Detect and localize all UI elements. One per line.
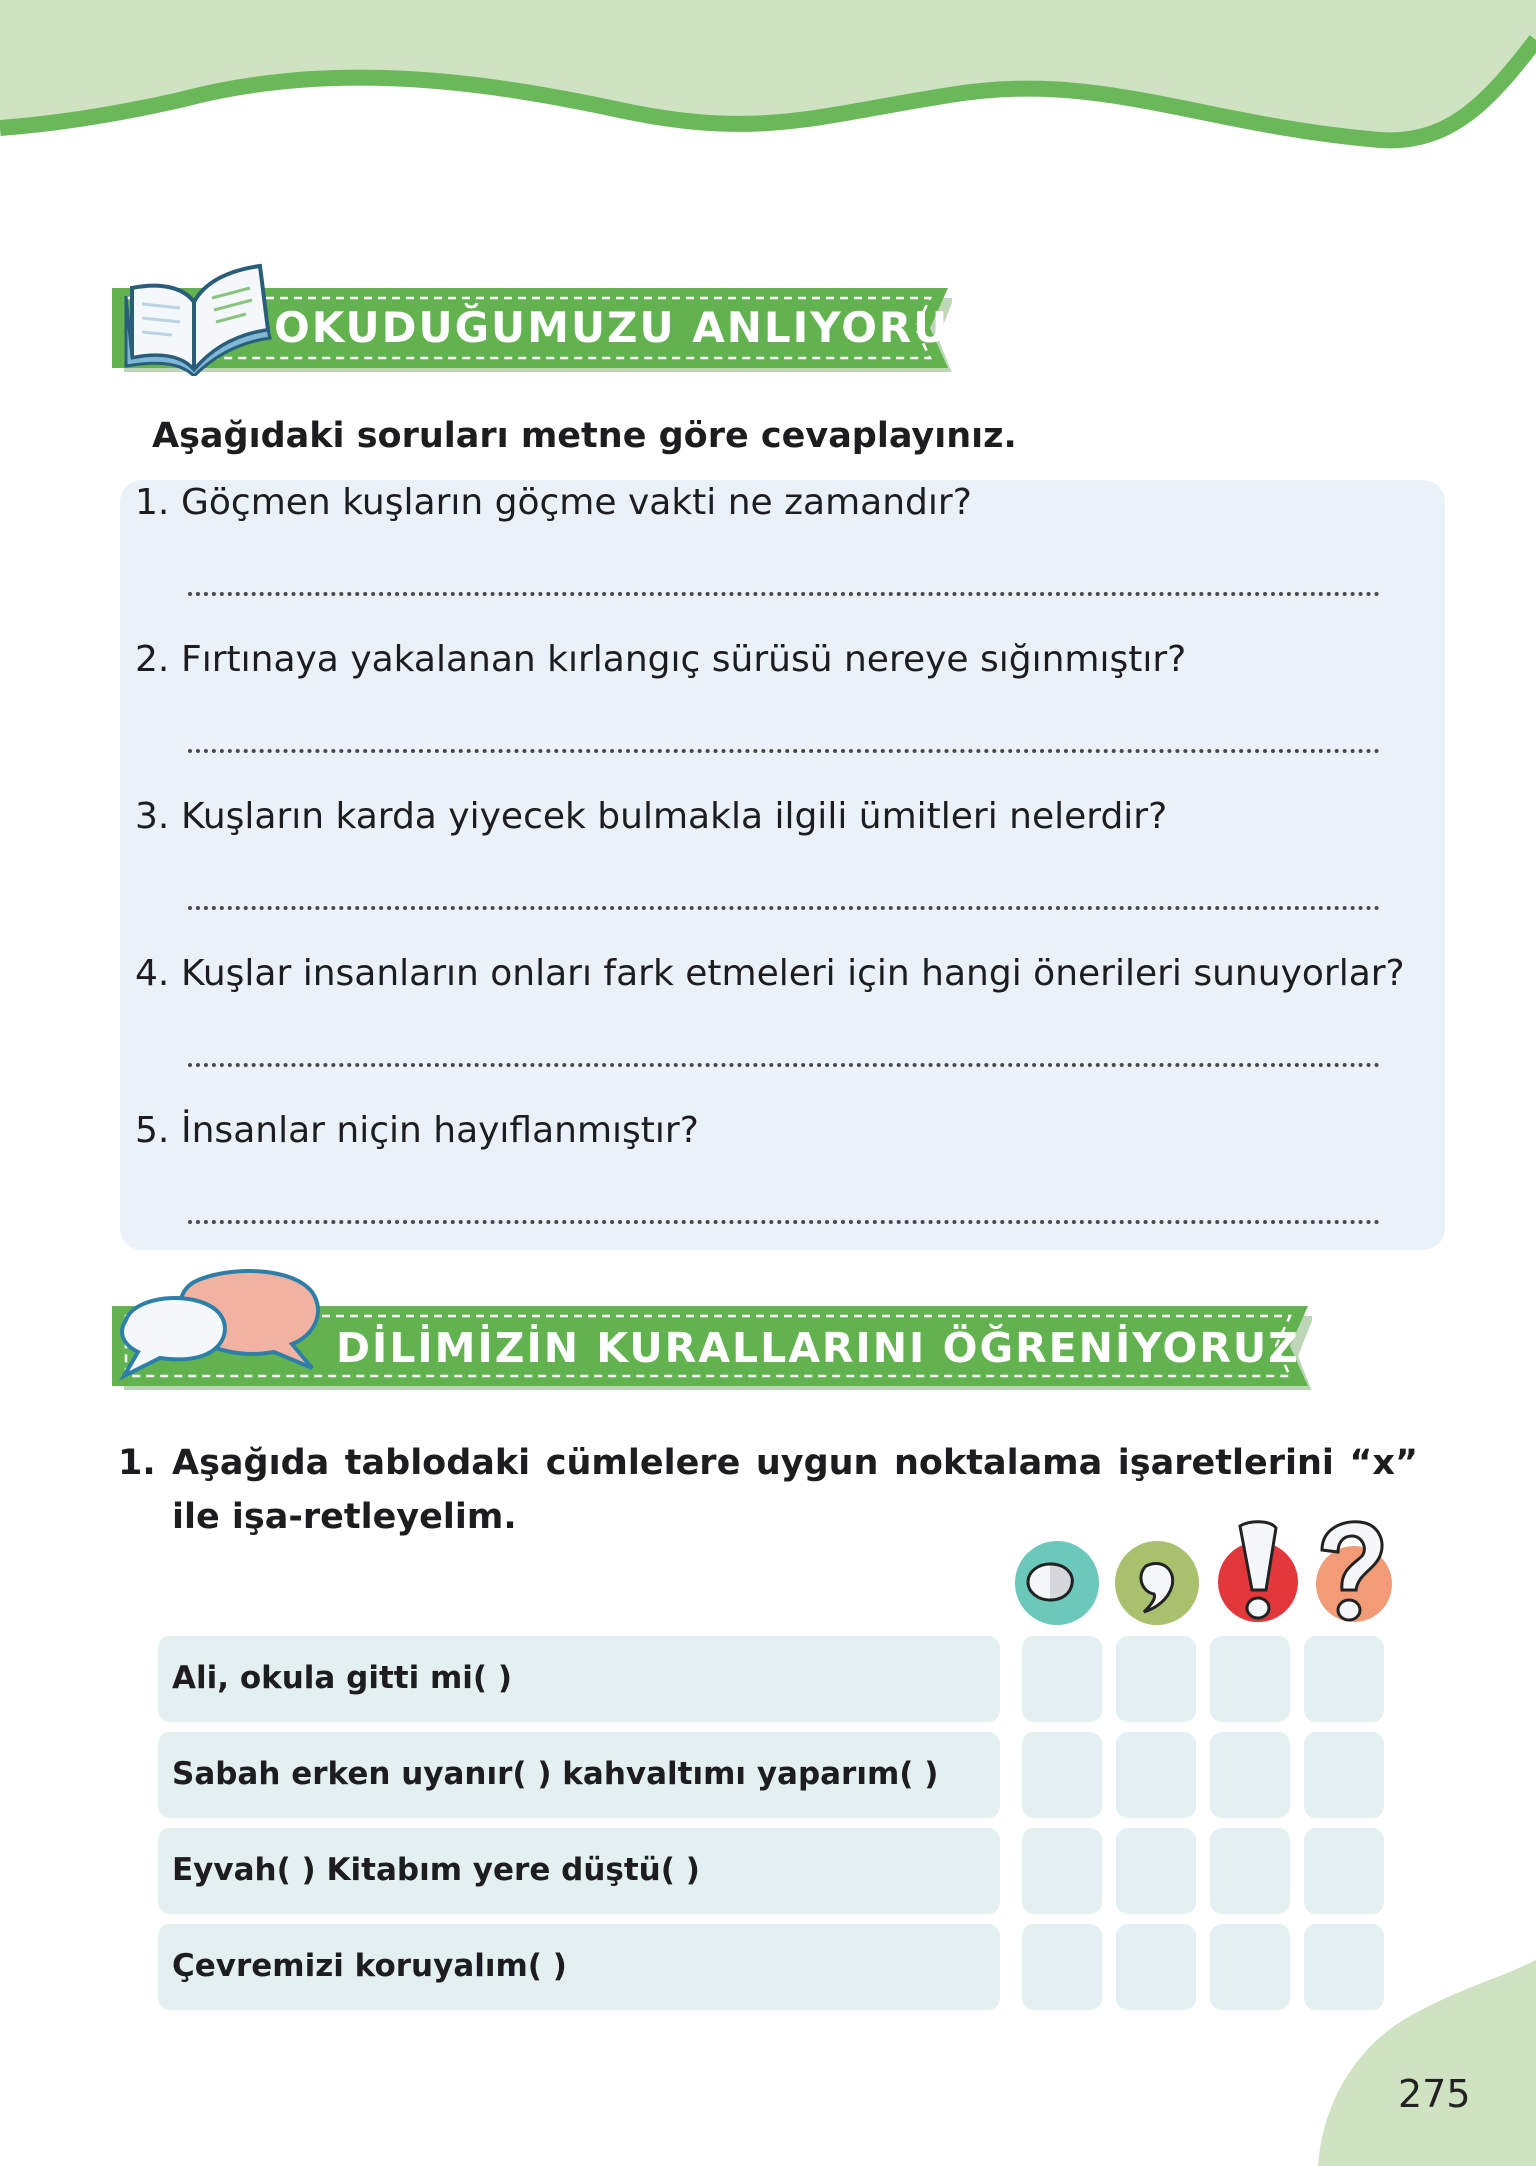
page-number: 275 xyxy=(1398,2072,1471,2116)
answer-cell-comma[interactable] xyxy=(1116,1636,1196,1722)
section1-title: OKUDUĞUMUZU ANLIYORUZ xyxy=(274,303,982,352)
instruction-text: Aşağıdaki soruları metne göre cevaplayınız. xyxy=(152,416,1017,456)
answer-line-1[interactable] xyxy=(188,592,1380,596)
answer-cell-comma[interactable] xyxy=(1116,1924,1196,2010)
question-text: Kuşların karda yiyecek bulmakla ilgili ümitleri nelerdir? xyxy=(181,796,1168,837)
task-text: Aşağıda tablodaki cümlelere uygun noktalama işaretlerini “x” ile işa-retleyelim. xyxy=(172,1443,1418,1537)
answer-cell-exclamation[interactable] xyxy=(1210,1732,1290,1818)
answer-cell-period[interactable] xyxy=(1022,1924,1102,2010)
answer-cell-period[interactable] xyxy=(1022,1828,1102,1914)
answer-cell-exclamation[interactable] xyxy=(1210,1924,1290,2010)
section2-banner xyxy=(112,1266,1312,1396)
question-5 xyxy=(135,1110,699,1151)
table-row xyxy=(158,1924,1000,2010)
question-text: Göçmen kuşların göçme vakti ne zamandır? xyxy=(181,482,972,523)
answer-cell-comma[interactable] xyxy=(1116,1732,1196,1818)
question-number: 3. xyxy=(135,796,170,837)
question-number: 5. xyxy=(135,1110,170,1151)
answer-cell-question[interactable] xyxy=(1304,1732,1384,1818)
comma-icon xyxy=(1112,1536,1202,1626)
table-row xyxy=(158,1636,1000,1722)
sentence-text: Sabah erken uyanır( ) kahvaltımı yaparım( ) xyxy=(172,1756,939,1792)
speech-bubbles-icon xyxy=(116,1266,326,1384)
sentence-text: Ali, okula gitti mi( ) xyxy=(172,1660,513,1696)
answer-line-5[interactable] xyxy=(188,1220,1380,1224)
question-number: 4. xyxy=(135,953,170,994)
question-text: İnsanlar niçin hayıflanmıştır? xyxy=(181,1110,699,1151)
question-number: 2. xyxy=(135,639,170,680)
question-2 xyxy=(135,639,1186,680)
answer-line-4[interactable] xyxy=(188,1063,1380,1067)
section1-banner xyxy=(112,258,982,378)
question-text: Fırtınaya yakalanan kırlangıç sürüsü nereye sığınmıştır? xyxy=(181,639,1187,680)
answer-cell-exclamation[interactable] xyxy=(1210,1828,1290,1914)
answer-cell-period[interactable] xyxy=(1022,1636,1102,1722)
section2-title: DİLİMİZİN KURALLARINI ÖĞRENİYORUZ xyxy=(336,1324,1300,1372)
answer-line-2[interactable] xyxy=(188,749,1380,753)
answer-cell-exclamation[interactable] xyxy=(1210,1636,1290,1722)
answer-cell-question[interactable] xyxy=(1304,1828,1384,1914)
header-wave xyxy=(0,0,1536,160)
corner-wave xyxy=(1300,1960,1536,2166)
question-4 xyxy=(135,953,1405,994)
task-number: 1. xyxy=(118,1443,156,1483)
question-icon xyxy=(1304,1520,1396,1628)
table-row xyxy=(158,1732,1000,1818)
answer-cell-question[interactable] xyxy=(1304,1636,1384,1722)
sentence-text: Eyvah( ) Kitabım yere düştü( ) xyxy=(172,1852,700,1888)
exclamation-icon xyxy=(1210,1520,1302,1628)
question-3 xyxy=(135,796,1167,837)
period-icon xyxy=(1010,1536,1104,1626)
sentence-text: Çevremizi koruyalım( ) xyxy=(172,1948,567,1984)
question-1 xyxy=(135,482,972,523)
table-row xyxy=(158,1828,1000,1914)
question-number: 1. xyxy=(135,482,170,523)
question-text: Kuşlar insanların onları fark etmeleri için hangi önerileri sunuyorlar? xyxy=(181,953,1405,994)
answer-cell-period[interactable] xyxy=(1022,1732,1102,1818)
open-book-icon xyxy=(122,258,272,376)
answer-line-3[interactable] xyxy=(188,906,1380,910)
answer-cell-comma[interactable] xyxy=(1116,1828,1196,1914)
